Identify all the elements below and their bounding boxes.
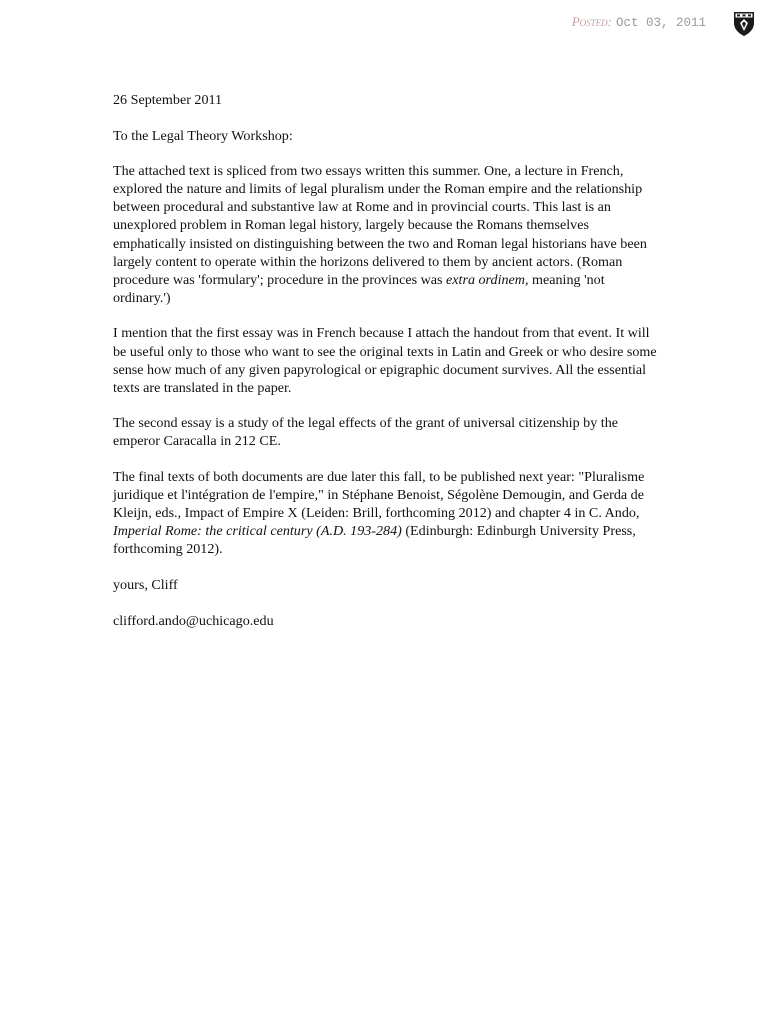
- paragraph-4-text-a: The final texts of both documents are due later this fall, to be published next year: "Pluralisme juridique et l'intégration de l'empire," in Stéphane Benoist, Ségolène Demougin, and Gerda de Kleijn, eds., Impact of Empire X (Leiden: Brill, forthcoming 2012) and chapter 4 in C. Ando,: [113, 469, 645, 522]
- paragraph-1-italic: extra ordinem: [446, 271, 525, 288]
- letter-salutation: To the Legal Theory Workshop:: [113, 127, 293, 144]
- posted-header: [572, 14, 706, 30]
- university-crest-icon: [733, 11, 755, 37]
- letter-signoff: yours, Cliff: [113, 576, 178, 593]
- posted-date: Oct 03, 2011: [615, 16, 706, 30]
- paragraph-4-italic: Imperial Rome: the critical century (A.D. 193-284): [113, 523, 402, 540]
- paragraph-1-text-a: The attached text is spliced from two essays written this summer. One, a lecture in French, explored the nature and limits of legal pluralism under the Roman empire and the relationship between procedural and substantive law at Rome and in provincial courts. This last is an unexplored problem in Roman legal history, largely because the Romans themselves emphatically insisted on distinguishing between the two and Roman legal historians have been largely content to operate within the horizons delivered to them by ancient actors. (Roman procedure was 'formulary'; procedure in the provinces was: [113, 163, 647, 288]
- paragraph-4: [113, 468, 658, 558]
- posted-label: Posted:: [571, 14, 612, 29]
- paragraph-3: The second essay is a study of the legal effects of the grant of universal citizenship by the emperor Caracalla in 212 CE.: [113, 415, 619, 450]
- letter-email: clifford.ando@uchicago.edu: [113, 612, 274, 629]
- paragraph-4-text-b: (Edinburgh: Edinburgh University Press, forthcoming 2012).: [113, 523, 636, 558]
- paragraph-2: I mention that the first essay was in French because I attach the handout from that event. It will be useful only to those who want to see the original texts in Latin and Greek or who desire some sense how much of any given papyrological or epigraphic document survives. All the essential texts are translated in the paper.: [113, 325, 657, 396]
- letter-body: [113, 91, 658, 647]
- letter-date: 26 September 2011: [113, 92, 223, 108]
- paragraph-1: [113, 162, 658, 307]
- paragraph-1-text-b: , meaning 'not ordinary.'): [113, 271, 605, 306]
